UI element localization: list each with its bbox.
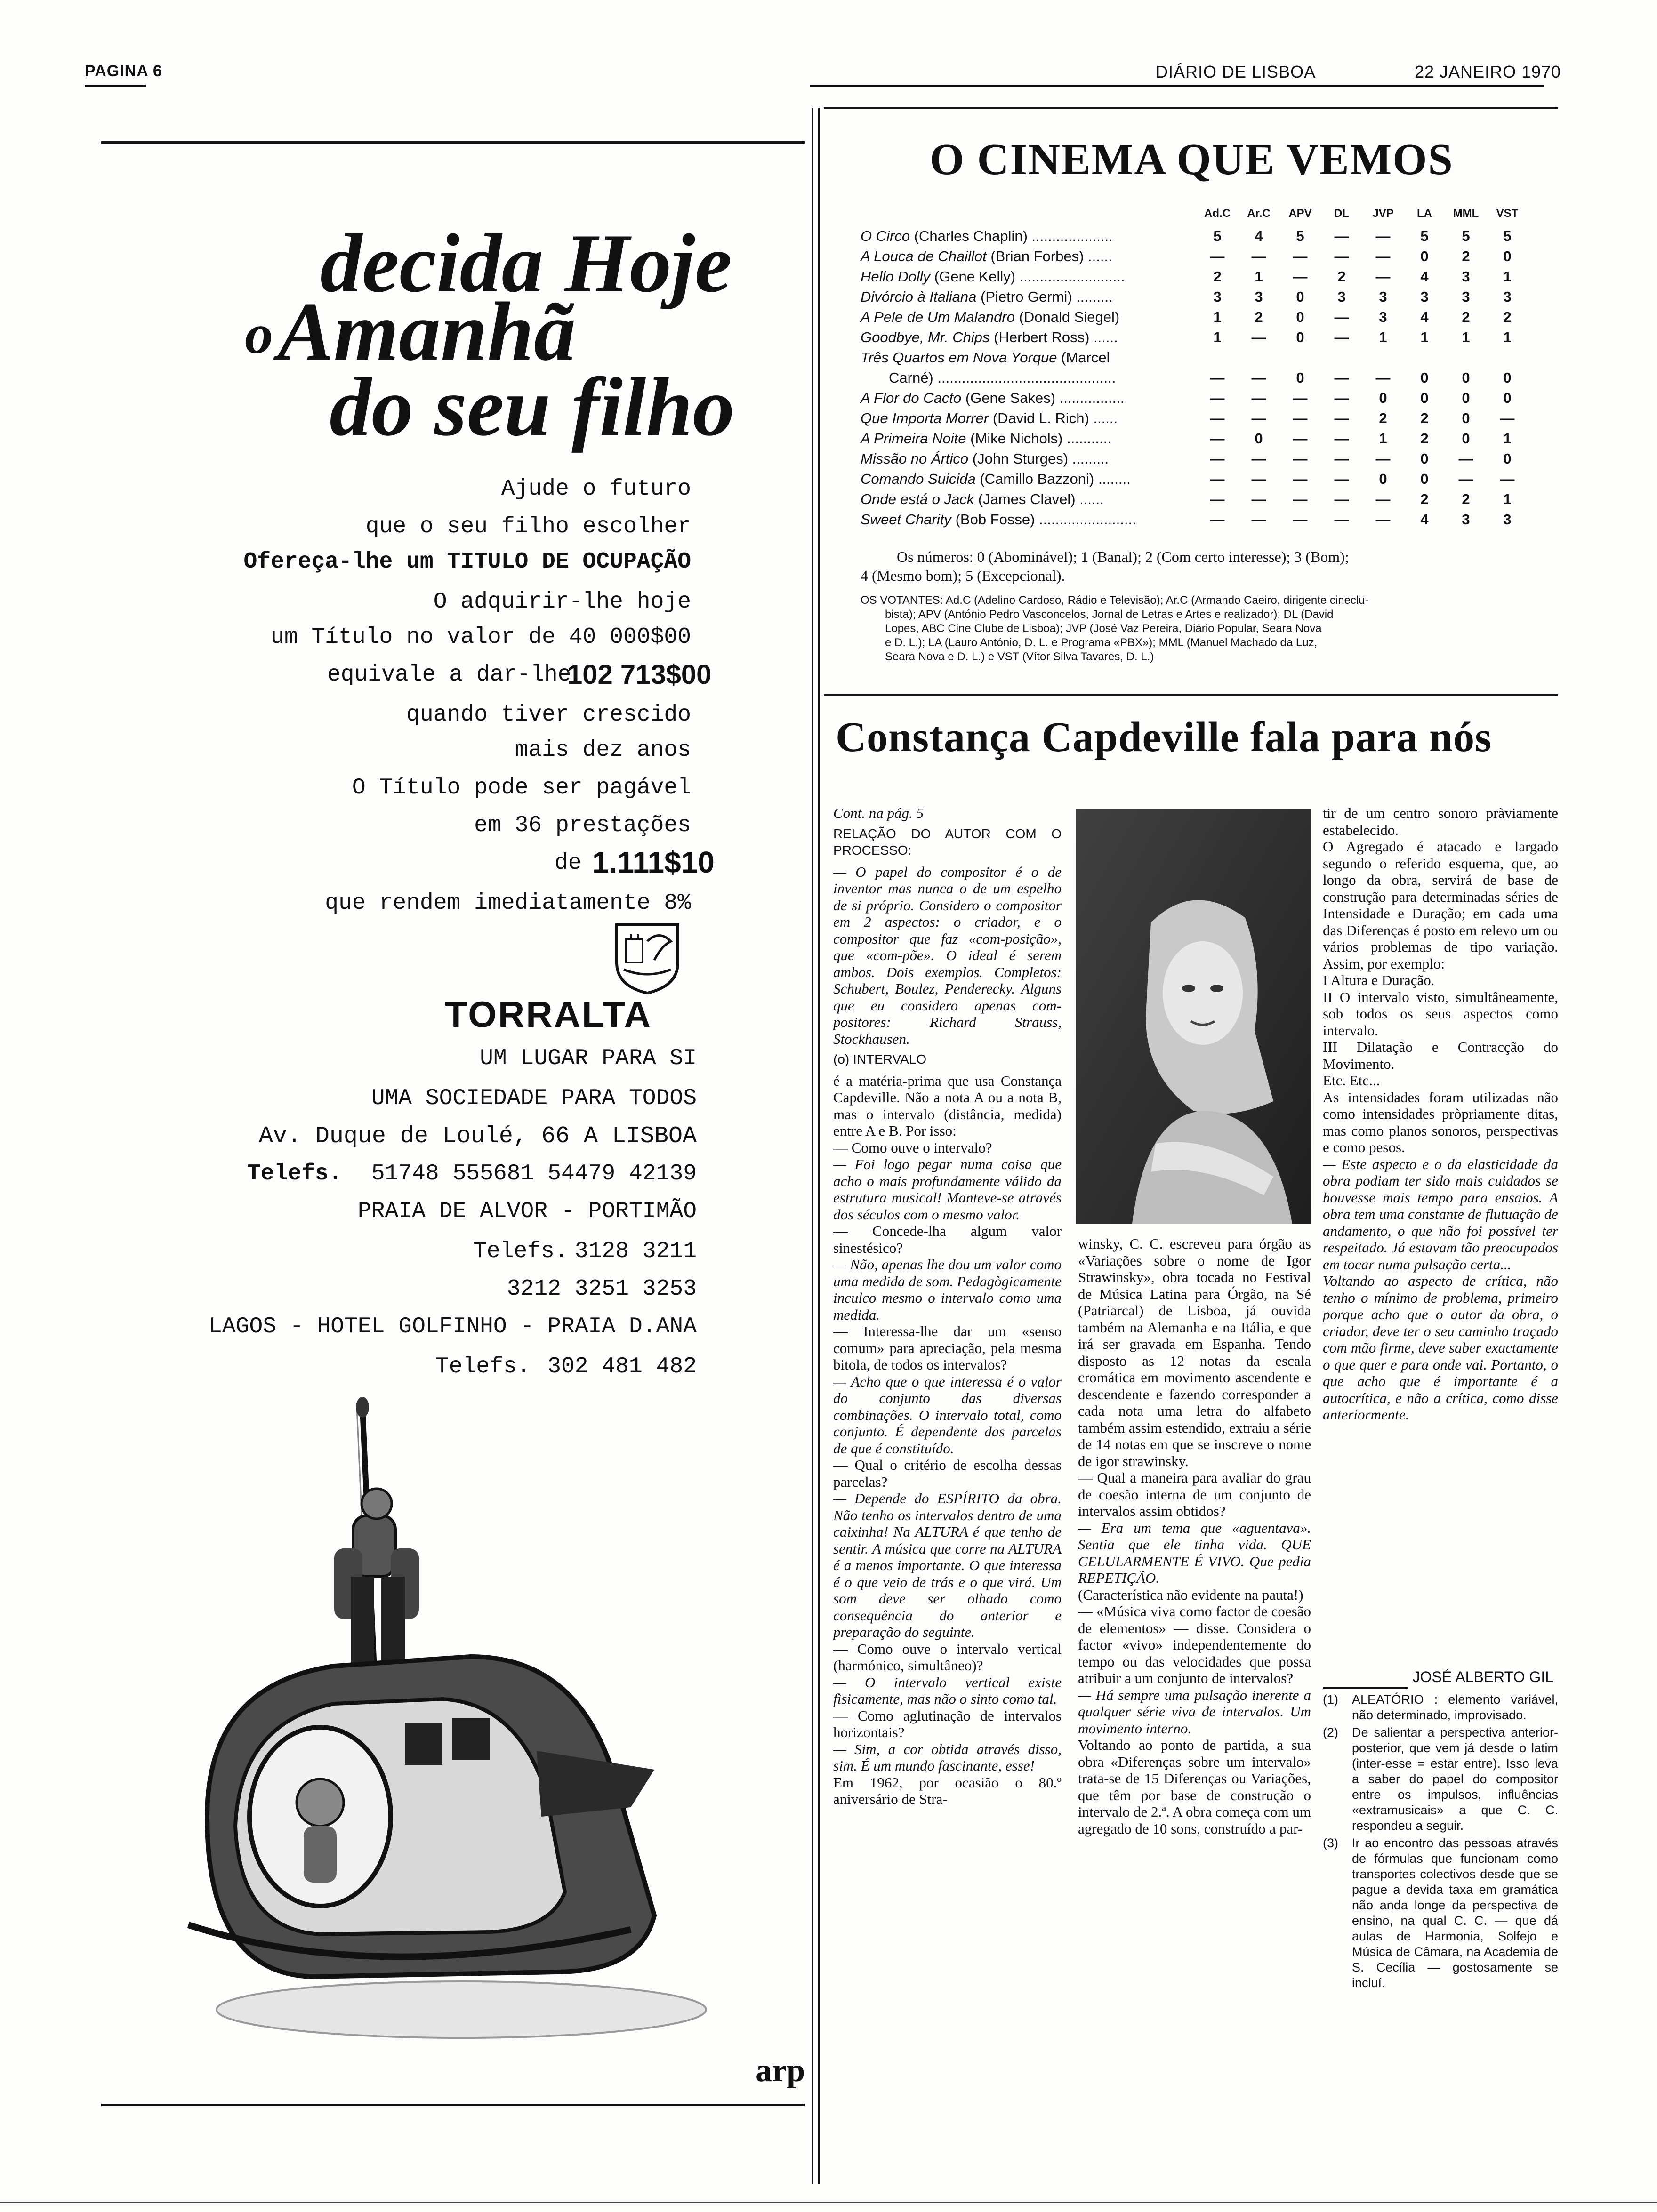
- article-paragraph: Em 1962, por ocasião o 80.º aniversário de Stra-: [833, 1774, 1062, 1807]
- ad-tel2a: 3128 3211: [574, 1239, 697, 1264]
- header-underline: [85, 85, 146, 87]
- ad-line-4: O adquirir-lhe hoje: [433, 589, 691, 615]
- article-paragraph: — Como ouve o intervalo vertical (harmónico, simultâneo)?: [833, 1640, 1062, 1674]
- table-row: [861, 309, 1567, 328]
- film-director: (Gene Sakes) ................: [961, 390, 1125, 406]
- footnotes: [1323, 1692, 1558, 2181]
- ad-headline-1: decida Hoje: [320, 216, 732, 310]
- article-paragraph: — Qual a maneira para avaliar do grau de coesão interna de um conjunto de intervalos assim obtidos?: [1078, 1469, 1311, 1519]
- film-director: (John Sturges) .........: [968, 450, 1109, 467]
- article-paragraph: Voltando ao aspecto de crítica, não tenho o mínimo de problema, primeiro porque acho que o autor da obra, o criador, deve ter o seu caminho traçado com mão firme, deve saber exactamente o que quer e para onde vai. Portanto, o que acho que é importante é a autocrítica, e não a crítica, como disse anteriormente.: [1323, 1273, 1558, 1423]
- score-cell: 0: [1462, 369, 1470, 386]
- article-column-3: [1323, 805, 1558, 1666]
- ad-line-11: de: [555, 850, 582, 876]
- article-paragraph: — Depende do ESPÍRITO da obra. Não tenho os intervalos dentro de uma caixinha! Na ALTURA é que tenho de sentir. A música que corre na ALTURA é a menos importante. O que interessa é o que veio de trás e o que virá. Um som deve ser olhado como consequência do anterior e preparação do seguinte.: [833, 1490, 1062, 1640]
- table-row: [861, 430, 1567, 449]
- score-cell: —: [1458, 471, 1473, 487]
- score-cell: —: [1251, 450, 1266, 467]
- article-paragraph: II O intervalo visto, simultâneamente, sob todos os seus aspectos como intervalo.: [1323, 988, 1558, 1039]
- film-title: A Louca de Chaillot: [861, 248, 987, 264]
- article-paragraph: III Dilatação e Contracção do Movimento.: [1323, 1039, 1558, 1072]
- score-cell: —: [1251, 491, 1266, 507]
- newspaper-name: DIÁRIO DE LISBOA: [1156, 62, 1316, 81]
- article-paragraph: — Como ouve o intervalo?: [833, 1139, 992, 1156]
- score-cell: 0: [1379, 471, 1387, 487]
- article-paragraph: — Há sempre uma pulsação inerente a qualquer série viva de intervalos. Um movimento interno.: [1078, 1686, 1311, 1737]
- score-cell: 0: [1296, 329, 1304, 345]
- score-cell: 3: [1337, 289, 1346, 305]
- score-cell: —: [1500, 471, 1515, 487]
- score-cell: —: [1293, 430, 1308, 447]
- score-cell: 0: [1420, 450, 1429, 467]
- column-header: LA: [1417, 207, 1432, 220]
- ad-place2: PRAIA DE ALVOR - PORTIMÃO: [357, 1199, 697, 1224]
- article-paragraph: — Interessa-lhe dar um «senso comum» para apreciação, pela mesma bitola, de todos os intervalos?: [833, 1323, 1062, 1373]
- score-cell: 3: [1213, 289, 1222, 305]
- score-cell: 3: [1379, 309, 1387, 325]
- ad-tel3: 302 481 482: [547, 1354, 697, 1379]
- film-director: (Herbert Ross) ......: [989, 329, 1118, 345]
- score-cell: —: [1210, 390, 1225, 406]
- footnote: [1323, 1725, 1558, 1834]
- score-cell: 5: [1503, 228, 1512, 244]
- score-cell: —: [1375, 268, 1391, 285]
- article-paragraph: (o) INTERVALO: [833, 1052, 927, 1066]
- table-row: [861, 268, 1567, 287]
- ad-line-2: que o seu filho escolher: [365, 514, 691, 539]
- rating-legend-1: Os números: 0 (Abominável); 1 (Banal); 2 (Com certo interesse); 3 (Bom);: [897, 548, 1349, 565]
- author-signature: JOSÉ ALBERTO GIL: [1412, 1668, 1553, 1685]
- torralta-crest-icon: [612, 920, 683, 995]
- score-cell: —: [1334, 248, 1349, 264]
- ad-line-9: O Título pode ser pagável: [352, 775, 691, 801]
- film-title: Goodbye, Mr. Chips: [861, 329, 990, 345]
- score-cell: 0: [1420, 390, 1429, 406]
- score-cell: 0: [1462, 430, 1470, 447]
- film-title: O Circo: [861, 228, 910, 244]
- ad-installment: 1.111$10: [592, 845, 715, 879]
- score-cell: —: [1334, 309, 1349, 325]
- film-director: (Charles Chaplin) ....................: [910, 228, 1113, 244]
- score-cell: —: [1293, 491, 1308, 507]
- score-cell: 1: [1213, 309, 1222, 325]
- score-cell: 5: [1213, 228, 1222, 244]
- score-cell: 2: [1503, 309, 1512, 325]
- score-cell: 4: [1420, 309, 1429, 325]
- article-paragraph: Etc. Etc...: [1323, 1072, 1380, 1089]
- ad-place3: LAGOS - HOTEL GOLFINHO - PRAIA D.ANA: [209, 1314, 697, 1339]
- column-header: APV: [1288, 207, 1312, 220]
- score-cell: —: [1251, 248, 1266, 264]
- ad-tel1: 51748 555681 54479 42139: [371, 1161, 697, 1186]
- score-cell: 1: [1503, 329, 1512, 345]
- article-paragraph: — «Música viva como factor de coesão de elementos» — disse. Considera o factor «vivo» independentemente do tempo ou das velocidades que possa atribuir a um conjunto de intervalos?: [1078, 1603, 1311, 1686]
- ad-line-12: que rendem imediatamente 8%: [325, 890, 691, 916]
- score-cell: —: [1375, 248, 1391, 264]
- score-cell: 2: [1213, 268, 1222, 285]
- article-paragraph: Cont. na pág. 5: [833, 805, 924, 821]
- score-cell: 0: [1296, 289, 1304, 305]
- ad-amount: 102 713$00: [567, 659, 712, 690]
- article-paragraph: — O intervalo vertical existe fìsicamente, mas não o sinto como tal.: [833, 1674, 1062, 1707]
- score-cell: —: [1375, 450, 1391, 467]
- article-paragraph: As intensidades foram utilizadas não como intensidades pròpriamente ditas, mas como planos sonoros, perspectivas e como pesos.: [1323, 1089, 1558, 1155]
- score-cell: 4: [1420, 268, 1429, 285]
- film-director: (Marcel: [1057, 349, 1110, 366]
- table-row: [861, 410, 1567, 429]
- column-divider-2: [818, 108, 820, 2184]
- article-paragraph: — Foi logo pegar numa coisa que acho o mais profundamente válido da estrutura musical! Manteve-se através dos séculos com o mesmo valor.: [833, 1156, 1062, 1223]
- footnote-marker: (3): [1323, 1836, 1338, 1850]
- score-cell: 1: [1503, 430, 1512, 447]
- article-paragraph: — O papel do compositor é o de inventor mas nunca o de um espelho de si próprio. Considero o compositor em 2 aspectos: o criador, e o compositor que faz «com-posição», que «com-põe». O ideal é serem ambos. Dois exemplos. Completos: Schubert, Boulez, Penderecky. Alguns que eu considero apenas com-positores: Richard Strauss, Stockhausen.: [833, 863, 1062, 1047]
- header-rule: [810, 85, 1544, 87]
- score-cell: —: [1210, 369, 1225, 386]
- column-header: MML: [1453, 207, 1479, 220]
- score-cell: 0: [1379, 390, 1387, 406]
- column-header: JVP: [1372, 207, 1394, 220]
- article-paragraph: — Este aspecto e o da elasticidade da obra podiam ter sido mais cuidados se houvesse mais tempo para ensaios. A obra tem uma constante de flutuação de andamento, o que não foi possível ter respeitado. Já estavam tão preocupados em tocar numa pulsação certa...: [1323, 1155, 1558, 1273]
- score-cell: 0: [1462, 410, 1470, 426]
- score-cell: 1: [1503, 268, 1512, 285]
- table-row: [861, 248, 1567, 267]
- film-director: (Pietro Germi) .........: [976, 289, 1113, 305]
- score-cell: 2: [1462, 248, 1470, 264]
- film-title: A Primeira Noite: [861, 430, 966, 447]
- score-cell: —: [1334, 390, 1349, 406]
- score-cell: 3: [1462, 511, 1470, 528]
- film-title: Sweet Charity: [861, 511, 951, 528]
- score-cell: 1: [1379, 329, 1387, 345]
- voters-line-3: Lopes, ABC Cine Clube de Lisboa); JVP (José Vaz Pereira, Diário Popular, Seara Nova: [885, 622, 1322, 635]
- article-paragraph: — Qual o critério de escolha dessas parcelas?: [833, 1457, 1062, 1490]
- score-cell: 1: [1213, 329, 1222, 345]
- ad-line-6: equivale a dar-lhe: [327, 662, 571, 688]
- score-cell: 5: [1462, 228, 1470, 244]
- column-header: Ar.C: [1247, 207, 1271, 220]
- film-director: (James Clavel) ......: [974, 491, 1104, 507]
- ad-headline-2: Amanhã: [278, 285, 576, 378]
- score-cell: —: [1251, 410, 1266, 426]
- score-cell: 5: [1420, 228, 1429, 244]
- ad-line-10: em 36 prestações: [474, 813, 691, 838]
- article-paragraph: é a matéria-prima que usa Constança Capdeville. Não a nota A ou a nota B, mas o intervalo (distância, medida) entre A e B. Por isso:: [833, 1072, 1062, 1139]
- footnote-text: ALEATÓRIO : elemento variável, não determinado, improvisado.: [1352, 1692, 1558, 1722]
- film-director: (David L. Rich) ......: [989, 410, 1118, 426]
- score-cell: —: [1334, 450, 1349, 467]
- article-paragraph: — Como aglutinação de intervalos horizontais?: [833, 1707, 1062, 1740]
- article-paragraph: (Característica não evidente na pauta!): [1078, 1586, 1303, 1603]
- film-title: A Pele de Um Malandro: [861, 309, 1015, 325]
- score-cell: 0: [1503, 248, 1512, 264]
- film-director: (Bob Fosse) ........................: [951, 511, 1136, 528]
- ad-line-8: mais dez anos: [515, 737, 691, 763]
- article-paragraph: O Agregado é atacado e largado segundo o referido esquema, que, ao longo da obra, servirá de base de construção para determinadas séries de Intensidade e Duração; em cada uma das Diferenças é posto em relevo um ou vários problemas de tipo variação. Assim, por exemplo:: [1323, 838, 1558, 972]
- score-cell: 1: [1503, 491, 1512, 507]
- score-cell: 2: [1255, 309, 1263, 325]
- score-cell: —: [1210, 450, 1225, 467]
- table-row: [861, 390, 1567, 409]
- score-cell: 3: [1462, 289, 1470, 305]
- score-cell: —: [1334, 369, 1349, 386]
- score-cell: 3: [1255, 289, 1263, 305]
- score-cell: —: [1251, 390, 1266, 406]
- score-cell: 0: [1420, 369, 1429, 386]
- score-cell: —: [1500, 410, 1515, 426]
- article-paragraph: I Altura e Duração.: [1323, 972, 1435, 988]
- score-cell: 2: [1420, 410, 1429, 426]
- ad-line-1: Ajude o futuro: [501, 476, 691, 502]
- score-cell: 2: [1379, 410, 1387, 426]
- film-director: (Brian Forbes) ......: [986, 248, 1112, 264]
- article-column-2: [1078, 1235, 1311, 2181]
- score-cell: 2: [1420, 491, 1429, 507]
- score-cell: 0: [1420, 248, 1429, 264]
- article-paragraph: — Acho que o que interessa é o valor do conjunto das diversas combinações. O intervalo total, como conjunto. É dependente das parcelas de que é constituído.: [833, 1373, 1062, 1457]
- score-cell: 0: [1462, 390, 1470, 406]
- table-row: [861, 369, 1567, 388]
- score-cell: —: [1210, 410, 1225, 426]
- page-label: PAGINA 6: [85, 62, 162, 80]
- film-title: Três Quartos em Nova Yorque: [861, 349, 1057, 366]
- score-cell: —: [1210, 430, 1225, 447]
- score-cell: —: [1334, 410, 1349, 426]
- article-title: Constança Capdeville fala para nós: [836, 714, 1492, 761]
- score-cell: —: [1293, 471, 1308, 487]
- film-title: Divórcio à Italiana: [861, 289, 977, 305]
- toy-vehicle-illustration: [179, 1393, 791, 2099]
- score-cell: 3: [1379, 289, 1387, 305]
- score-cell: —: [1334, 511, 1349, 528]
- issue-date: 22 JANEIRO 1970: [1415, 62, 1561, 81]
- cinema-top-rule: [824, 107, 1558, 109]
- score-cell: 3: [1503, 511, 1512, 528]
- score-cell: —: [1210, 471, 1225, 487]
- score-cell: 0: [1255, 430, 1263, 447]
- article-paragraph: — Concede-lha algum valor sinestésico?: [833, 1223, 1062, 1256]
- score-cell: 0: [1503, 390, 1512, 406]
- score-cell: —: [1458, 450, 1473, 467]
- ad-tel2-label: Telefs.: [473, 1239, 568, 1264]
- score-cell: —: [1293, 450, 1308, 467]
- score-cell: 2: [1420, 430, 1429, 447]
- score-cell: —: [1375, 491, 1391, 507]
- score-cell: 2: [1462, 491, 1470, 507]
- score-cell: 1: [1379, 430, 1387, 447]
- footnote-marker: (1): [1323, 1692, 1338, 1707]
- score-cell: —: [1251, 511, 1266, 528]
- footnote-rule: [1323, 1687, 1408, 1689]
- cinema-bottom-rule: [824, 694, 1558, 696]
- footnote-marker: (2): [1323, 1725, 1338, 1739]
- film-director: (Donald Siegel): [1014, 309, 1120, 325]
- ad-top-rule: [101, 141, 805, 144]
- score-cell: —: [1293, 511, 1308, 528]
- ad-headline-3: do seu filho: [330, 360, 735, 453]
- article-column-1: [833, 805, 1062, 2184]
- score-cell: —: [1334, 329, 1349, 345]
- score-cell: 3: [1462, 268, 1470, 285]
- table-row: [861, 349, 1567, 368]
- film-title: A Flor do Cacto: [861, 390, 962, 406]
- score-cell: 2: [1462, 309, 1470, 325]
- score-cell: —: [1334, 491, 1349, 507]
- score-cell: 5: [1296, 228, 1304, 244]
- score-cell: 0: [1296, 309, 1304, 325]
- film-title: Que Importa Morrer: [861, 410, 989, 426]
- ad-slogan-1: UM LUGAR PARA SI: [480, 1046, 697, 1071]
- ad-line-7: quando tiver crescido: [406, 702, 691, 728]
- score-cell: —: [1293, 390, 1308, 406]
- ad-headline-o: o: [245, 303, 273, 365]
- ad-line-5: um Título no valor de 40 000$00: [271, 625, 691, 650]
- article-paragraph: tir de um centro sonoro pràviamente estabelecido.: [1323, 805, 1558, 838]
- score-cell: 0: [1420, 471, 1429, 487]
- film-director: Carné) ............................................: [889, 369, 1116, 386]
- score-cell: 3: [1503, 289, 1512, 305]
- footnote-text: Ir ao encontro das pessoas através de fórmulas que funcionam como transportes colectivos desde que se pague a devida taxa em gramática não anda longe da perspectiva de ensino, na qual C. C. — que dá aulas de Harmonia, Solfejo e Música de Câmara, na Academia de S. Cecília — gostosamente se incluí.: [1352, 1836, 1558, 1990]
- score-cell: —: [1375, 369, 1391, 386]
- score-cell: —: [1251, 369, 1266, 386]
- article-paragraph: RELAÇÃO DO AUTOR COM O PROCESSO:: [833, 826, 1062, 858]
- table-row: [861, 329, 1567, 348]
- film-title: Comando Suicida: [861, 471, 976, 487]
- footnote: [1323, 1692, 1558, 1723]
- cinema-ratings-table: [861, 207, 1557, 537]
- score-cell: 0: [1503, 450, 1512, 467]
- score-cell: —: [1210, 491, 1225, 507]
- score-cell: —: [1375, 228, 1391, 244]
- column-header: VST: [1496, 207, 1519, 220]
- score-cell: 4: [1420, 511, 1429, 528]
- score-cell: —: [1334, 430, 1349, 447]
- voters-line-5: Seara Nova e D. L.) e VST (Vítor Silva Tavares, D. L.): [885, 650, 1154, 663]
- score-cell: 1: [1462, 329, 1470, 345]
- article-paragraph: — Sim, a cor obtida através disso, sim. É um mundo fascinante, esse!: [833, 1740, 1062, 1774]
- score-cell: 3: [1420, 289, 1429, 305]
- column-header: DL: [1334, 207, 1349, 220]
- ad-slogan-2: UMA SOCIEDADE PARA TODOS: [371, 1086, 697, 1111]
- ad-tel2b: 3212 3251 3253: [507, 1276, 697, 1302]
- score-cell: 4: [1255, 228, 1263, 244]
- table-row: [861, 450, 1567, 469]
- table-row: [861, 471, 1567, 489]
- article-paragraph: winsky, C. C. escreveu para órgão as «Variações sobre o nome de Igor Strawinsky», obra tocada no Festival de Música Latina para Órgão, na Sé (Patriarcal) de Lisboa, já ouvida também na Alemanha e na Itália, e que irá ser gravada em Espanha. Tendo disposto as 12 notas da escala cromática em movimento ascendente e descendente e fazendo corresponder a cada nota uma letra do alfabeto também assim estendido, extraiu a série de 14 notas em que se inscreve o nome de igor strawinsky.: [1078, 1235, 1311, 1469]
- column-header: Ad.C: [1204, 207, 1231, 220]
- score-cell: —: [1334, 471, 1349, 487]
- table-row: [861, 491, 1567, 510]
- portrait-photo: [1076, 809, 1311, 1224]
- film-title: Missão no Ártico: [861, 450, 969, 467]
- column-divider: [812, 108, 813, 2184]
- film-director: (Mike Nichols) ...........: [966, 430, 1111, 447]
- score-cell: —: [1251, 471, 1266, 487]
- score-cell: 2: [1337, 268, 1346, 285]
- agency-mark: arp: [756, 2052, 805, 2089]
- article-paragraph: — Não, apenas lhe dou um valor como uma medida de som. Pedagògicamente inculco mesmo o intervalo como uma medida.: [833, 1256, 1062, 1323]
- score-cell: —: [1293, 410, 1308, 426]
- score-cell: —: [1334, 228, 1349, 244]
- voters-line-1: OS VOTANTES: Ad.C (Adelino Cardoso, Rádio e Televisão); Ar.C (Armando Caeiro, dirigente cineclu-: [861, 594, 1369, 607]
- table-row: [861, 289, 1567, 307]
- ad-line-3: Ofereça-lhe um TITULO DE OCUPAÇÃO: [243, 549, 691, 575]
- table-row: [861, 511, 1567, 530]
- cinema-title: O CINEMA QUE VEMOS: [930, 135, 1454, 184]
- film-title: Onde está o Jack: [861, 491, 974, 507]
- ad-bottom-rule: [101, 2104, 805, 2106]
- score-cell: —: [1251, 329, 1266, 345]
- score-cell: 0: [1503, 369, 1512, 386]
- brand-logo: TORRALTA: [445, 994, 652, 1035]
- score-cell: —: [1293, 248, 1308, 264]
- score-cell: 1: [1255, 268, 1263, 285]
- score-cell: —: [1375, 511, 1391, 528]
- voters-line-2: bista); APV (António Pedro Vasconcelos, Jornal de Letras e Artes e realizador); DL (David: [885, 608, 1334, 621]
- film-title: Hello Dolly: [861, 268, 931, 285]
- table-row: [861, 228, 1567, 247]
- ad-address: Av. Duque de Loulé, 66 A LISBOA: [258, 1123, 697, 1150]
- ad-tel1-label: Telefs.: [247, 1161, 342, 1186]
- score-cell: 1: [1420, 329, 1429, 345]
- footnote-text: De salientar a perspectiva anterior-posterior, que vem já desde o latim (inter-esse = estar entre). Isso leva a saber do papel do compositor entre os impulsos, influências «extramusicais» a que C. C. respondeu a seguir.: [1352, 1725, 1558, 1833]
- score-cell: —: [1210, 248, 1225, 264]
- voters-line-4: e D. L.); LA (Lauro António, D. L. e Programa «PBX»); MML (Manuel Machado da Luz,: [885, 636, 1318, 649]
- score-cell: —: [1210, 511, 1225, 528]
- article-paragraph: — Era um tema que «aguentava». Sentia que ele tinha vida. QUE CELULARMENTE É VIVO. Que pedia REPETIÇÃO.: [1078, 1519, 1311, 1586]
- score-cell: —: [1293, 268, 1308, 285]
- rating-legend-2: 4 (Mesmo bom); 5 (Excepcional).: [861, 567, 1065, 584]
- ad-tel3-label: Telefs.: [435, 1354, 531, 1379]
- film-director: (Camillo Bazzoni) ........: [975, 471, 1131, 487]
- score-cell: 0: [1296, 369, 1304, 386]
- footnote: [1323, 1835, 1558, 1991]
- bottom-edge: [0, 2202, 1657, 2203]
- article-paragraph: Voltando ao ponto de partida, a sua obra «Diferenças sobre um intervalo» trata-se de 15 Diferenças ou Variações, que têm por base de construção o intervalo de 2.ª. A obra começa com um agregado de 10 sons, construído a par-: [1078, 1737, 1311, 1837]
- film-director: (Gene Kelly) ..........................: [930, 268, 1125, 285]
